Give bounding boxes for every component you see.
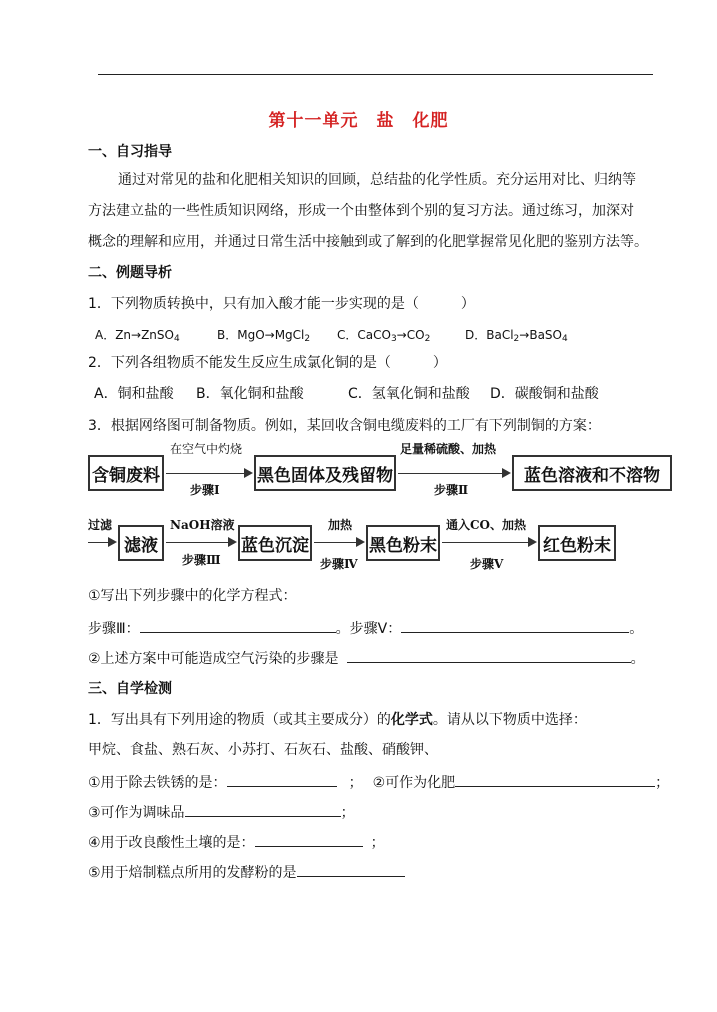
flow-arrow0-condition: 过滤: [88, 518, 113, 532]
flow-box-red-powder: 红色粉末: [538, 525, 616, 561]
q1-option-d: D．BaCl$_2$→BaSO$_4$: [465, 328, 568, 344]
flow-arrow1-step: 步骤Ⅰ: [190, 483, 220, 497]
flow-arrow3-line: [166, 542, 228, 543]
s3-item-4: ④用于改良酸性土壤的是： ；: [88, 832, 385, 852]
soil-improver-blank[interactable]: [255, 832, 363, 847]
flow-arrow1-condition: 在空气中灼烧: [170, 442, 243, 456]
flow-box-copper-waste: 含铜废料: [88, 455, 164, 491]
flow-arrow4-condition: 加热: [328, 518, 353, 532]
flow-arrow5-step: 步骤Ⅴ: [470, 557, 504, 571]
s3-items-1-2: ①用于除去铁锈的是： ； ②可作为化肥 ；: [88, 772, 669, 792]
flow-arrow0-head: [108, 537, 117, 547]
flow-box-filtrate: 滤液: [118, 525, 164, 561]
q2-option-c: C．氢氧化铜和盐酸: [348, 386, 470, 402]
page-title: 第十一单元 盐 化肥: [268, 111, 449, 131]
q3-step-equations: 步骤Ⅲ： 。步骤Ⅴ： 。: [88, 618, 643, 638]
flow-arrow1-line: [166, 473, 244, 474]
q1-stem: 1．下列物质转换中，只有加入酸才能一步实现的是（ ）: [88, 296, 475, 312]
step3-label: 步骤Ⅲ：: [88, 621, 140, 637]
q2-option-a: A．铜和盐酸: [94, 386, 174, 402]
q1-option-b: B．MgO→MgCl$_2$: [217, 328, 311, 344]
flow-box-blue-solution: 蓝色溶液和不溶物: [512, 455, 672, 491]
section2-heading: 二、例题导析: [88, 265, 172, 281]
pollution-step-blank[interactable]: [347, 648, 631, 663]
s3-item-5: ⑤用于焙制糕点所用的发酵粉的是: [88, 862, 405, 882]
seasoning-blank[interactable]: [185, 802, 341, 817]
q3-stem: 3．根据网络图可制备物质。例如，某回收含铜电缆废料的工厂有下列制铜的方案：: [88, 418, 601, 434]
section3-heading: 三、自学检测: [88, 681, 172, 697]
flow-arrow0-line: [88, 542, 110, 543]
flow-arrow1-head: [244, 468, 253, 478]
section1-para-line2: 方法建立盐的一些性质知识网络，形成一个由整体到个别的复习方法。通过练习，加深对: [88, 203, 634, 219]
flow-arrow2-condition: 足量稀硫酸、加热: [400, 442, 497, 456]
q2-option-d: D．碳酸铜和盐酸: [490, 386, 599, 402]
rust-remover-blank[interactable]: [227, 772, 337, 787]
section1-heading: 一、自习指导: [88, 144, 172, 160]
q3-sub1: ①写出下列步骤中的化学方程式：: [88, 588, 297, 604]
flow-arrow3-head: [228, 537, 237, 547]
s3-q1-stem: 1．写出具有下列用途的物质（或其主要成分）的化学式。请从以下物质中选择：: [88, 712, 587, 728]
flow-arrow2-head: [502, 468, 511, 478]
section1-para-line3: 概念的理解和应用，并通过日常生活中接触到或了解到的化肥掌握常见化肥的鉴别方法等。: [88, 234, 648, 250]
section1-para-line1: 通过对常见的盐和化肥相关知识的回顾，总结盐的化学性质。充分运用对比、归纳等: [118, 172, 636, 188]
s3-item-3: ③可作为调味品 ；: [88, 802, 355, 822]
baking-powder-blank[interactable]: [297, 862, 405, 877]
fertilizer-blank[interactable]: [455, 772, 655, 787]
q2-stem: 2．下列各组物质不能发生反应生成氯化铜的是（ ）: [88, 355, 447, 371]
flow-arrow5-condition: 通入CO、加热: [446, 518, 527, 532]
step5-label: 。步骤Ⅴ：: [335, 621, 402, 637]
flow-arrow5-line: [442, 542, 528, 543]
q1-option-c: C．$CaCO_3\to CO_2$: [337, 328, 431, 344]
header-rule: [98, 74, 653, 75]
flow-arrow2-line: [398, 473, 502, 474]
step5-answer-blank[interactable]: [401, 618, 629, 633]
flow-arrow3-step: 步骤Ⅲ: [182, 553, 221, 567]
flow-arrow5-head: [528, 537, 537, 547]
flow-arrow4-line: [314, 542, 356, 543]
flow-arrow2-step: 步骤Ⅱ: [434, 483, 469, 497]
s3-choices: 甲烷、食盐、熟石灰、小苏打、石灰石、盐酸、硝酸钾、: [88, 742, 438, 758]
q2-option-b: B．氧化铜和盐酸: [196, 386, 304, 402]
flow-arrow3-condition: NaOH溶液: [170, 518, 235, 532]
flow-arrow4-step: 步骤Ⅳ: [320, 557, 358, 571]
step3-answer-blank[interactable]: [140, 618, 336, 633]
flow-box-blue-precipitate: 蓝色沉淀: [238, 525, 312, 561]
flow-arrow4-head: [356, 537, 365, 547]
flow-box-black-solid: 黑色固体及残留物: [254, 455, 396, 491]
q3-sub2: ②上述方案中可能造成空气污染的步骤是 。: [88, 648, 645, 668]
flow-box-black-powder: 黑色粉末: [366, 525, 440, 561]
q1-option-a: A．Zn→ZnSO$_4$: [95, 328, 180, 344]
